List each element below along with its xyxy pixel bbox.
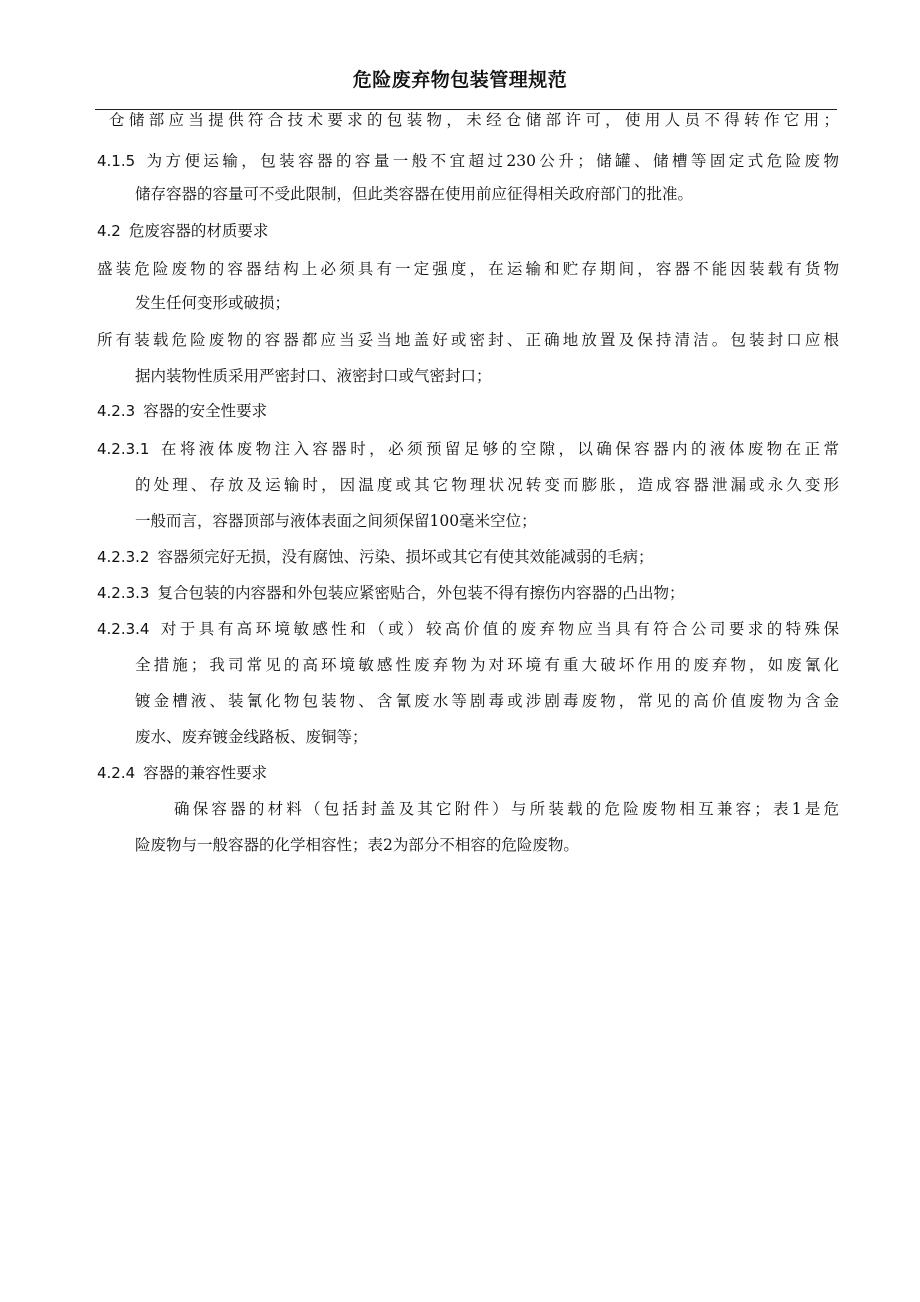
- text-line: [135, 691, 839, 711]
- clause-text: 危废容器的材质要求: [128, 222, 269, 240]
- text-line: [135, 511, 839, 531]
- clause-text: 仓储部应当提供符合技术要求的包装物，未经仓储部许可，使用人员不得转作它用；: [109, 111, 839, 129]
- clause-number: 4.2.3: [97, 402, 136, 420]
- text-line: [97, 330, 839, 350]
- clause-text: 废水、废弃镀金线路板、废铜等；: [135, 728, 368, 746]
- clause-text: 盛装危险废物的容器结构上必须具有一定强度，在运输和贮存期间，容器不能因装载有货物: [97, 260, 839, 278]
- text-line: [109, 110, 839, 130]
- clause-line: [97, 619, 839, 639]
- clause-text: 所有装载危险废物的容器都应当妥当地盖好或密封、正确地放置及保持清洁。包装封口应根: [97, 331, 839, 349]
- clause-number: 4.2.4: [97, 764, 136, 782]
- clause-line: [97, 583, 839, 603]
- document-title: 危险废弃物包装管理规范: [352, 69, 568, 91]
- text-line: [135, 293, 839, 313]
- clause-text: 确保容器的材料（包括封盖及其它附件）与所装载的危险废物相互兼容；表1是危: [174, 800, 839, 818]
- clause-text: 复合包装的内容器和外包装应紧密贴合，外包装不得有擦伤内容器的凸出物；: [157, 584, 685, 602]
- text-line: [135, 184, 839, 204]
- clause-line: [97, 221, 839, 241]
- clause-line: [97, 763, 839, 783]
- clause-line: [97, 151, 839, 171]
- text-line: [135, 366, 839, 386]
- clause-number: 4.2.3.2: [97, 548, 150, 566]
- clause-text: 的处理、存放及运输时，因温度或其它物理状况转变而膨胀，造成容器泄漏或永久变形: [135, 476, 839, 494]
- clause-text: 在将液体废物注入容器时，必须预留足够的空隙，以确保容器内的液体废物在正常: [157, 440, 839, 458]
- clause-number: 4.1.5: [97, 152, 136, 170]
- text-line: [97, 259, 839, 279]
- clause-text: 容器的安全性要求: [143, 402, 268, 420]
- clause-text: 发生任何变形或破损；: [135, 294, 291, 312]
- clause-number: 4.2: [97, 222, 121, 240]
- text-line: [135, 727, 839, 747]
- clause-text: 全措施；我司常见的高环境敏感性废弃物为对环境有重大破坏作用的废弃物，如废氰化: [135, 656, 839, 674]
- clause-text: 一般而言，容器顶部与液体表面之间须保留100毫米空位；: [135, 512, 537, 530]
- clause-text: 容器须完好无损，没有腐蚀、污染、损坏或其它有使其效能减弱的毛病；: [157, 548, 654, 566]
- clause-number: 4.2.3.3: [97, 584, 150, 602]
- clause-text: 为方便运输，包装容器的容量一般不宜超过230公升；储罐、储槽等固定式危险废物: [143, 152, 839, 170]
- clause-text: 镀金槽液、装氰化物包装物、含氰废水等剧毒或涉剧毒废物，常见的高价值废物为含金: [135, 692, 839, 710]
- clause-text: 险废物与一般容器的化学相容性；表2为部分不相容的危险废物。: [135, 836, 579, 854]
- clause-number: 4.2.3.1: [97, 440, 150, 458]
- text-line: [135, 655, 839, 675]
- clause-text: 容器的兼容性要求: [143, 764, 268, 782]
- text-line: [174, 799, 839, 819]
- clause-text: 对于具有高环境敏感性和（或）较高价值的废弃物应当具有符合公司要求的特殊保: [157, 620, 839, 638]
- clause-line: [97, 439, 839, 459]
- text-line: [135, 475, 839, 495]
- text-line: [135, 835, 839, 855]
- clause-number: 4.2.3.4: [97, 620, 150, 638]
- clause-text: 储存容器的容量可不受此限制，但此类容器在使用前应征得相关政府部门的批准。: [135, 185, 694, 203]
- clause-line: [97, 547, 839, 567]
- clause-line: [97, 401, 839, 421]
- clause-text: 据内装物性质采用严密封口、液密封口或气密封口；: [135, 367, 492, 385]
